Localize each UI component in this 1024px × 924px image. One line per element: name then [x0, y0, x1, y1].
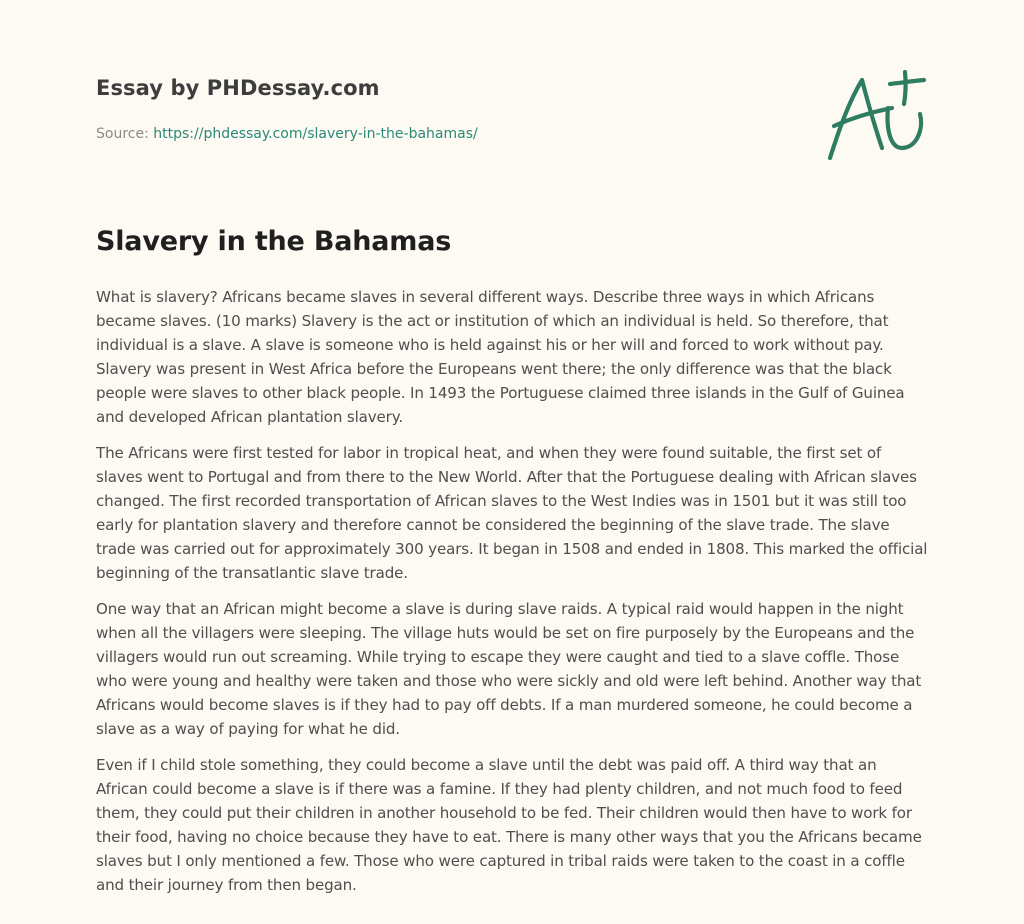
source-link[interactable]: https://phdessay.com/slavery-in-the-bahamas/	[153, 126, 478, 142]
a-plus-logo-icon	[820, 68, 930, 168]
source-label: Source:	[96, 126, 154, 142]
essay-body	[96, 285, 932, 909]
essay-paragraph: What is slavery? Africans became slaves in several different ways. Describe three ways in which Africans became slaves. (10 marks) Slavery is the act or institution of which an individual is held. So therefore, that individual is a slave. A slave is someone who is held against his or her will and forced to work without pay. Slavery was present in West Africa before the Europeans went there; the only difference was that the black people were slaves to other black people. In 1493 the Portuguese claimed three islands in the Gulf of Guinea and developed African plantation slavery.	[96, 288, 905, 426]
site-title: Essay by PHDessay.com	[96, 76, 380, 100]
page-header	[96, 76, 796, 142]
essay-title: Slavery in the Bahamas	[96, 226, 452, 257]
essay-paragraph: Even if I child stole something, they could become a slave until the debt was paid off. A third way that an African could become a slave is if there was a famine. If they had plenty children, and not much food to feed them, they could put their children in another household to be fed. Their children would then have to work for their food, having no choice because they have to eat. There is many other ways that you the Africans became slaves but I only mentioned a few. Those who were captured in tribal raids were taken to the coast in a coffle and their journey from then began.	[96, 756, 922, 894]
source-line	[96, 126, 796, 142]
essay-paragraph: One way that an African might become a slave is during slave raids. A typical raid would happen in the night when all the villagers were sleeping. The village huts would be set on fire purposely by the Europeans and the villagers would run out screaming. While trying to escape they were caught and tied to a slave coffle. Those who were young and healthy were taken and those who were sickly and old were left behind. Another way that Africans would become slaves is if they had to pay off debts. If a man murdered someone, he could become a slave as a way of paying for what he did.	[96, 600, 922, 738]
essay-paragraph: The Africans were first tested for labor in tropical heat, and when they were found suitable, the first set of slaves went to Portugal and from there to the New World. After that the Portuguese dealing with African slaves changed. The first recorded transportation of African slaves to the West Indies was in 1501 but it was still too early for plantation slavery and therefore cannot be considered the beginning of the slave trade. The slave trade was carried out for approximately 300 years. It began in 1508 and ended in 1808. This marked the official beginning of the transatlantic slave trade.	[96, 444, 928, 582]
